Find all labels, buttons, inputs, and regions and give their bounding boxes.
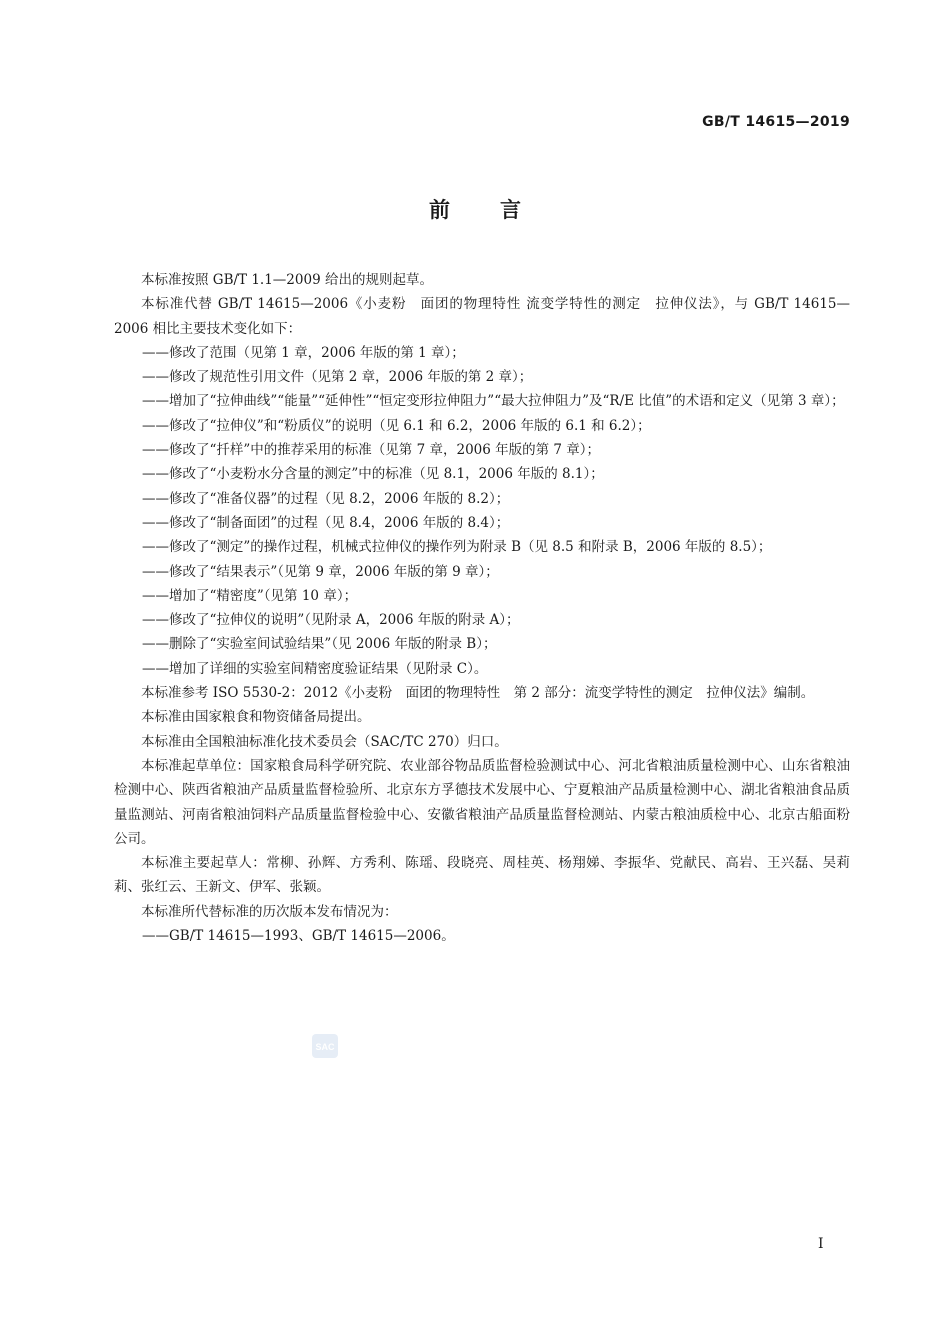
body-paragraph: 本标准由国家粮食和物资储备局提出。 bbox=[141, 709, 371, 726]
body-paragraph: 本标准参考 ISO 5530-2：2012《小麦粉 面团的物理特性 第 2 部分：流变学特性的测定 拉伸仪法》编制。 bbox=[141, 685, 815, 702]
change-list-item: ——删除了“实验室间试验结果”（见 2006 年版的附录 B）； bbox=[142, 636, 497, 653]
page-number: I bbox=[818, 1236, 824, 1252]
change-list-item: ——修改了“拉伸仪的说明”（见附录 A，2006 年版的附录 A）； bbox=[142, 612, 520, 629]
change-list-item: ——修改了“准备仪器”的过程（见 8.2，2006 年版的 8.2）； bbox=[142, 490, 510, 507]
page-title: 前言 bbox=[429, 198, 571, 222]
change-list-item: ——GB/T 14615—1993、GB/T 14615—2006。 bbox=[142, 928, 455, 945]
watermark-label: SAC bbox=[315, 1042, 335, 1052]
body-paragraph: 本标准主要起草人：常柳、孙辉、方秀利、陈瑶、段晓亮、周桂英、杨翔娣、李振华、党献民、高岩、王兴磊、吴莉莉、张红云、王新文、伊军、张颖。 bbox=[114, 855, 850, 896]
change-list-item: ——增加了“精密度”（见第 10 章）； bbox=[142, 587, 358, 604]
change-list-item: ——修改了“结果表示”（见第 9 章，2006 年版的第 9 章）； bbox=[142, 563, 499, 580]
change-list-item: ——增加了详细的实验室间精密度验证结果（见附录 C）。 bbox=[142, 660, 488, 677]
sac-watermark-icon bbox=[311, 1033, 339, 1059]
standard-number: GB/T 14615—2019 bbox=[702, 114, 850, 130]
body-paragraph: 本标准起草单位：国家粮食局科学研究院、农业部谷物品质监督检验测试中心、河北省粮油质量检测中心、山东省粮油检测中心、陕西省粮油产品质量监督检验所、北京东方孚德技术发展中心、宁夏粮油产品质量检测中心、湖北省粮油食品质量监测站、河南省粮油饲料产品质量监督检验中心、安徽省粮油产品质量监督检测站、内蒙古粮油质检中心、北京古船面粉公司。 bbox=[114, 757, 850, 847]
change-list-item: ——修改了“制备面团”的过程（见 8.4，2006 年版的 8.4）； bbox=[142, 514, 510, 531]
document-body bbox=[114, 268, 850, 948]
change-list-item: ——修改了“扦样”中的推荐采用的标准（见第 7 章，2006 年版的第 7 章）； bbox=[142, 442, 601, 459]
body-paragraph: 本标准代替 GB/T 14615—2006《小麦粉 面团的物理特性 流变学特性的测定 拉伸仪法》，与 GB/T 14615—2006 相比主要技术变化如下： bbox=[114, 296, 850, 337]
change-list-item: ——增加了“拉伸曲线”“能量”“延伸性”“恒定变形拉伸阻力”“最大拉伸阻力”及“R/E 比值”的术语和定义（见第 3 章）； bbox=[142, 393, 845, 410]
body-paragraph: 本标准所代替标准的历次版本发布情况为： bbox=[141, 903, 398, 920]
change-list-item: ——修改了范围（见第 1 章，2006 年版的第 1 章）； bbox=[142, 344, 465, 361]
change-list-item: ——修改了“小麦粉水分含量的测定”中的标准（见 8.1，2006 年版的 8.1）； bbox=[142, 466, 604, 483]
change-list-item: ——修改了“拉伸仪”和“粉质仪”的说明（见 6.1 和 6.2，2006 年版的 6.1 和 6.2）； bbox=[142, 417, 651, 434]
change-list-item: ——修改了“测定”的操作过程，机械式拉伸仪的操作列为附录 B（见 8.5 和附录 B，2006 年版的 8.5）； bbox=[142, 539, 772, 556]
change-list-item: ——修改了规范性引用文件（见第 2 章，2006 年版的第 2 章）； bbox=[142, 369, 533, 386]
body-paragraph: 本标准由全国粮油标准化技术委员会（SAC/TC 270）归口。 bbox=[141, 733, 508, 750]
body-paragraph: 本标准按照 GB/T 1.1—2009 给出的规则起草。 bbox=[141, 272, 433, 288]
